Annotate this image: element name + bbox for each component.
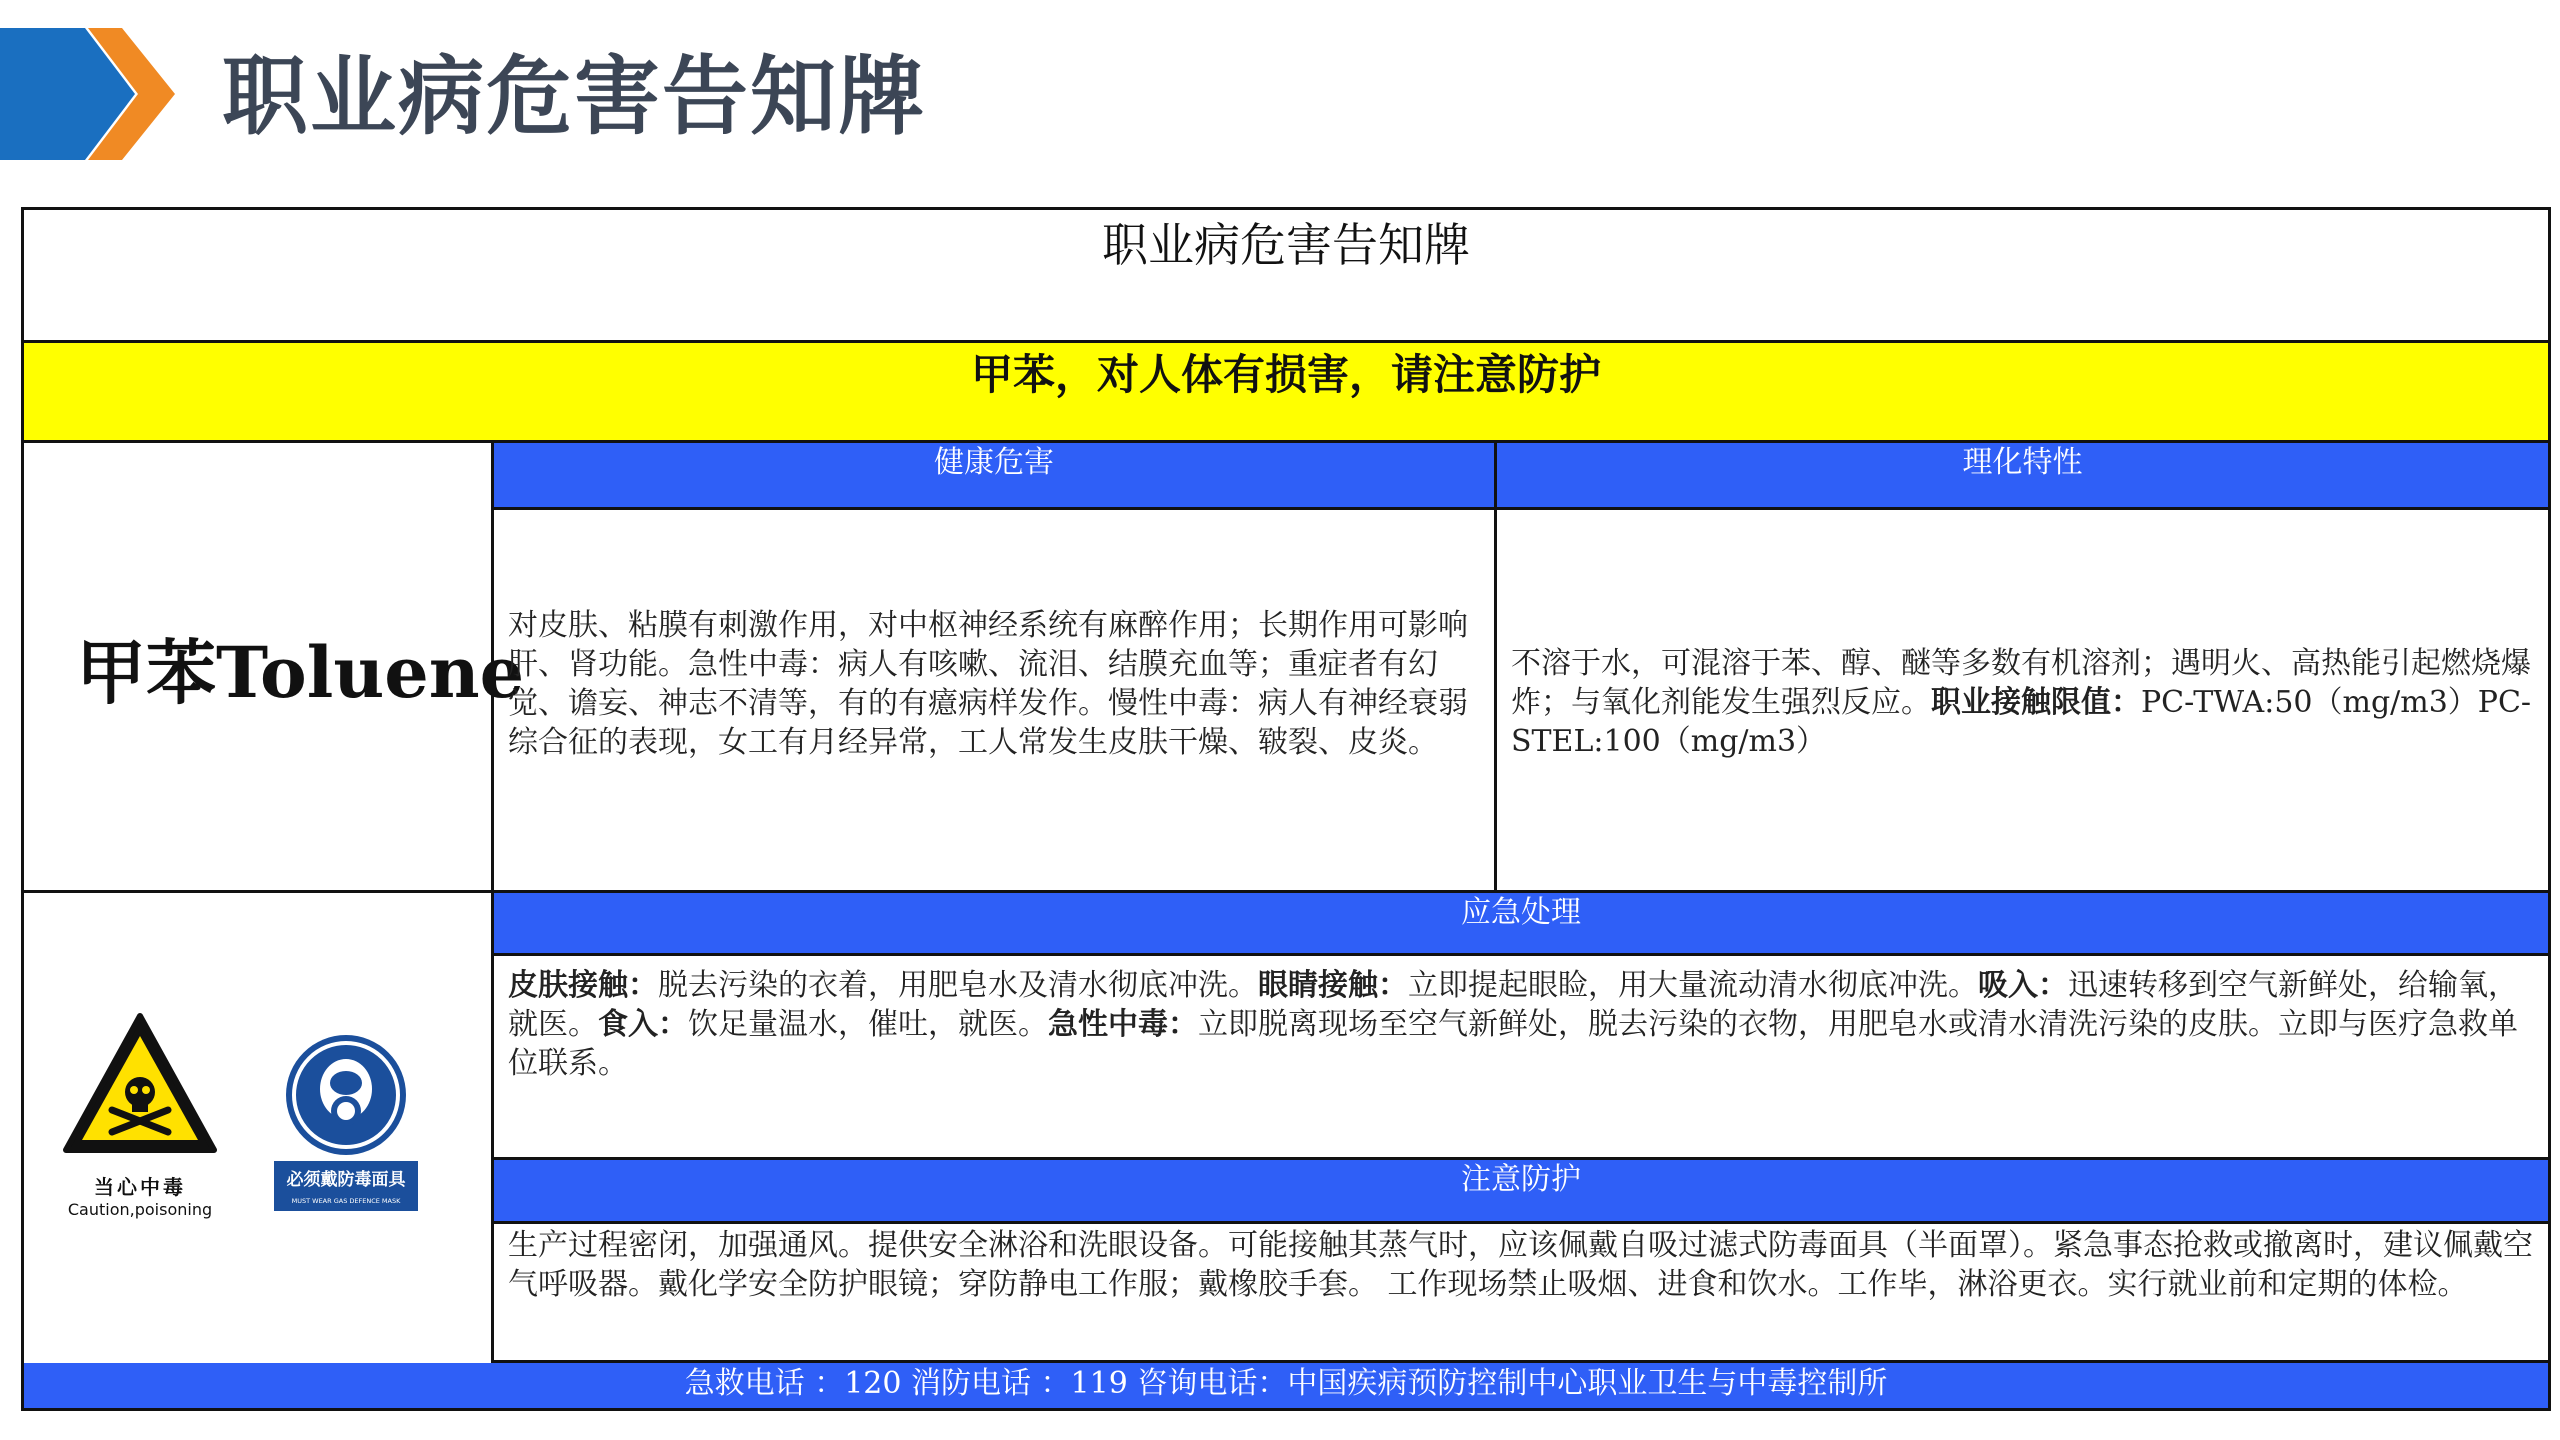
health-hazard-cell	[494, 510, 1497, 893]
hazard-notice-board	[21, 207, 2551, 1411]
emergency-cell	[494, 956, 2548, 1160]
emergency-contacts-footer: 急救电话 ：120 消防电话 ：119 咨询电话：中国疾病预防控制中心职业卫生与中毒控制所	[24, 1363, 2548, 1408]
physchem-text: 不溶于水，可混溶于苯、醇、醚等多数有机溶剂；遇明火、高热能引起燃烧爆炸；与氧化剂能发生强烈反应。职业接触限值：PC-TWA:50（mg/m3）PC-STEL:100（mg/m3）	[1511, 646, 2532, 759]
mask-sign-en: MUST WEAR GAS DEFENCE MASK	[291, 1197, 401, 1205]
health-hazard-text: 对皮肤、粘膜有刺激作用，对中枢神经系统有麻醉作用；长期作用可影响肝、肾功能。急性中毒：病人有咳嗽、流泪、结膜充血等；重症者有幻觉、谵妄、神志不清等，有的有癔病样发作。慢性中毒：病人有神经衰弱综合征的表现，女工有月经异常，工人常发生皮肤干燥、皲裂、皮炎。	[508, 608, 1468, 760]
emergency-text: 皮肤接触：脱去污染的衣着，用肥皂水及清水彻底冲洗。眼睛接触：立即提起眼睑，用大量流动清水彻底冲洗。吸入：迅速转移到空气新鲜处，给输氧，就医。食入：饮足量温水，催吐，就医。急性中毒：立即脱离现场至空气新鲜处，脱去污染的衣物，用肥皂水或清水清洗污染的皮肤。立即与医疗急救单位联系。	[508, 968, 2518, 1081]
warning-text: 甲苯，对人体有损害，请注意防护	[970, 350, 1601, 399]
exposure-limit-value: PC-TWA:50（mg/m3）PC-STEL:100（mg/m3）	[1511, 685, 2532, 759]
protection-heading: 注意防护	[494, 1160, 2548, 1224]
gas-mask-mandatory-icon	[272, 1033, 420, 1223]
page-header	[0, 0, 2560, 190]
poison-sign-en: Caution,poisoning	[67, 1200, 213, 1219]
protection-cell	[494, 1224, 2548, 1363]
chemical-name: 甲苯Toluene	[76, 631, 525, 714]
poison-warning-icon	[60, 1010, 220, 1160]
chevron-logo-icon	[0, 28, 175, 160]
chemical-name-cell	[24, 443, 525, 893]
board-title: 职业病危害告知牌	[1102, 218, 1470, 272]
safety-signs-cell	[24, 893, 494, 1363]
poison-sign-zh: 当心中毒	[94, 1175, 186, 1199]
emergency-heading: 应急处理	[494, 893, 2548, 956]
board-title-row	[24, 210, 2548, 343]
physchem-cell	[1497, 510, 2548, 893]
mask-sign-zh: 必须戴防毒面具	[286, 1170, 406, 1190]
protection-text: 生产过程密闭，加强通风。提供安全淋浴和洗眼设备。可能接触其蒸气时，应该佩戴自吸过滤式防毒面具（半面罩）。紧急事态抢救或撤离时，建议佩戴空气呼吸器。戴化学安全防护眼镜；穿防静电工作服；戴橡胶手套。 工作现场禁止吸烟、进食和饮水。工作毕，淋浴更衣。实行就业前和定期的体检。	[508, 1228, 2533, 1302]
page-title: 职业病危害告知牌	[222, 47, 926, 147]
warning-banner	[24, 343, 2548, 443]
physchem-heading: 理化特性	[1497, 443, 2548, 510]
poison-sign-label	[62, 1171, 218, 1219]
health-hazard-heading: 健康危害	[494, 443, 1497, 510]
exposure-limit-label: 职业接触限值：	[1931, 685, 2141, 720]
